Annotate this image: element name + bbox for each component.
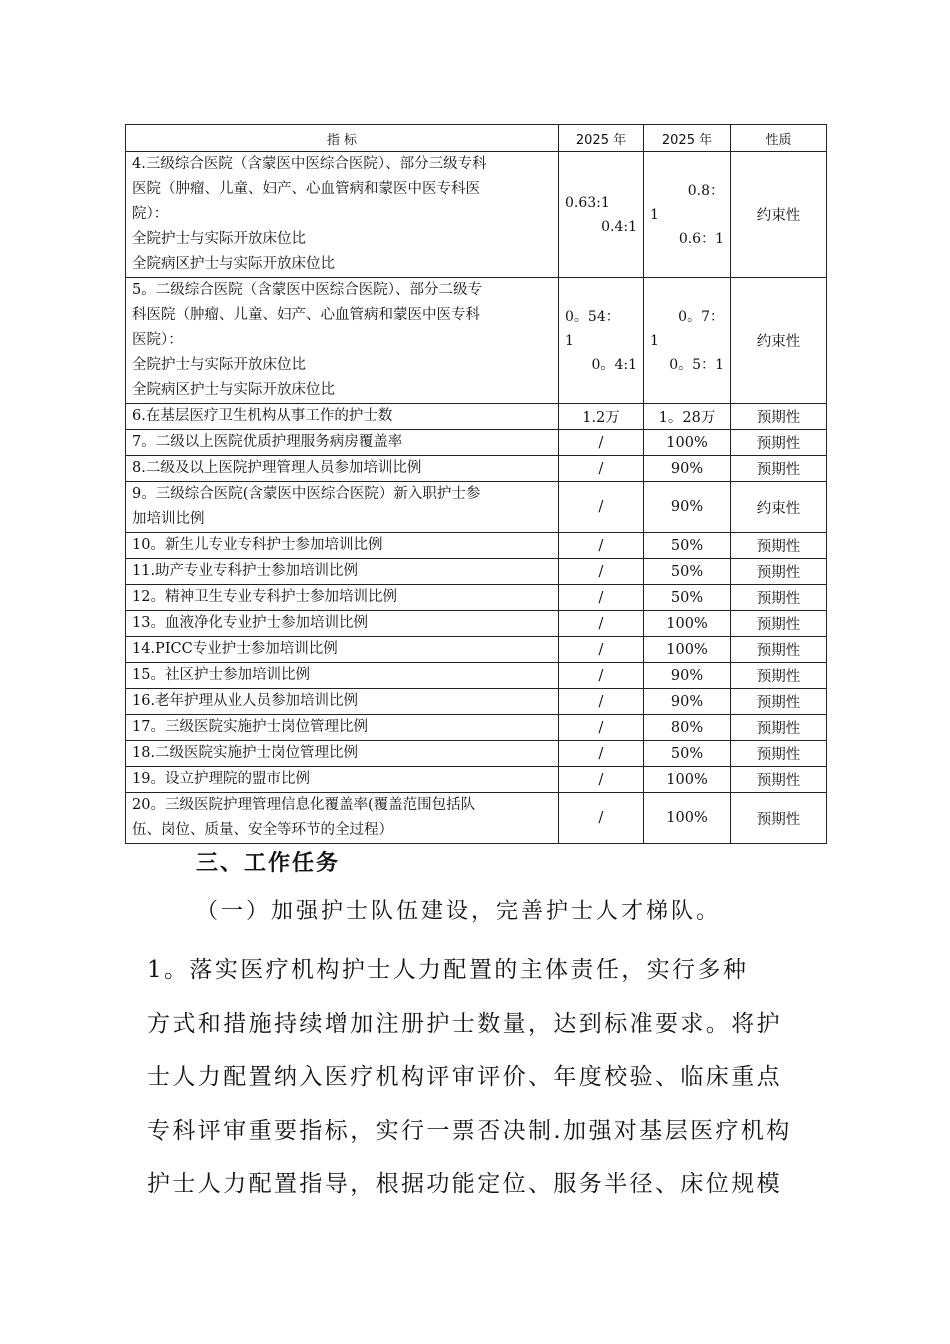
target-value-cell-2	[644, 611, 731, 637]
table-row	[126, 689, 827, 715]
section-title: 三、工作任务	[196, 851, 341, 876]
table-row	[126, 767, 827, 793]
nature-cell: 约束性	[731, 482, 827, 533]
nature-cell: 预期性	[731, 533, 827, 559]
target-value: 0.6：1	[678, 230, 724, 247]
indicator-line: 6.在基层医疗卫生机构从事工作的护士数	[132, 408, 393, 424]
table-row	[126, 482, 827, 533]
target-value: /	[598, 499, 604, 515]
paragraph-line: 士人力配置纳入医疗机构评审评价、年度校验、临床重点	[147, 1064, 782, 1090]
target-value-cell-1	[559, 585, 644, 611]
indicator-line: 10。新生儿专业专科护士参加培训比例	[132, 537, 383, 553]
target-value: 0.63:1	[565, 194, 610, 211]
target-value-cell-1	[559, 278, 644, 404]
table-row	[126, 152, 827, 278]
table-row	[126, 663, 827, 689]
nature-cell: 预期性	[731, 559, 827, 585]
target-value-cell-1	[559, 430, 644, 456]
indicator-line: 16.老年护理从业人员参加培训比例	[132, 693, 359, 709]
table-row	[126, 585, 827, 611]
target-value: /	[598, 745, 604, 762]
target-value: /	[598, 771, 604, 788]
target-value-cell-1	[559, 715, 644, 741]
indicator-line: 伍、岗位、质量、安全等环节的全过程）	[132, 822, 393, 838]
nature-cell: 预期性	[731, 611, 827, 637]
indicator-cell	[126, 767, 559, 793]
paragraph-line: 1。落实医疗机构护士人力配置的主体责任，实行多种	[147, 957, 749, 983]
target-value: 80%	[670, 719, 704, 736]
nature-cell: 预期性	[731, 430, 827, 456]
target-value: 1	[650, 332, 659, 349]
table-row	[126, 715, 827, 741]
indicator-line: 8.二级及以上医院护理管理人员参加培训比例	[132, 460, 422, 476]
table-row	[126, 404, 827, 430]
target-value: /	[598, 589, 604, 606]
indicator-cell	[126, 559, 559, 585]
target-value: 0。54：	[565, 308, 620, 325]
target-value-cell-2	[644, 404, 731, 430]
target-value: 90%	[670, 460, 704, 477]
indicator-cell	[126, 482, 559, 533]
target-value-cell-2	[644, 482, 731, 533]
indicator-line: 医院）：	[132, 332, 183, 348]
target-value: 90%	[670, 667, 704, 684]
nature-cell: 约束性	[731, 152, 827, 278]
indicator-table	[125, 124, 827, 844]
table-row	[126, 637, 827, 663]
indicator-cell	[126, 741, 559, 767]
target-value: 1	[565, 332, 574, 349]
table-row	[126, 559, 827, 585]
indicator-cell	[126, 152, 559, 278]
indicator-line: 12。精神卫生专业专科护士参加培训比例	[132, 589, 397, 605]
target-value: 50%	[670, 537, 704, 554]
target-value-cell-1	[559, 767, 644, 793]
table-row	[126, 611, 827, 637]
target-value: 0。5：1	[669, 356, 724, 373]
target-value: 0.8：	[687, 182, 724, 199]
header-indicator: 指 标	[126, 125, 559, 152]
indicator-cell	[126, 404, 559, 430]
indicator-line: 11.助产专业专科护士参加培训比例	[132, 563, 359, 579]
target-value: 0。4:1	[591, 356, 637, 373]
target-value: 100%	[666, 615, 708, 632]
target-value-cell-2	[644, 278, 731, 404]
target-value-cell-2	[644, 663, 731, 689]
paragraph-line: 方式和措施持续增加注册护士数量，达到标准要求。将护	[147, 1010, 782, 1037]
target-value: 50%	[670, 745, 704, 762]
indicator-cell	[126, 663, 559, 689]
nature-cell: 预期性	[731, 404, 827, 430]
nature-cell: 预期性	[731, 663, 827, 689]
indicator-cell	[126, 793, 559, 844]
target-value-cell-2	[644, 741, 731, 767]
target-value: /	[598, 537, 604, 554]
target-value: 50%	[670, 589, 704, 606]
target-value: /	[598, 615, 604, 632]
indicator-cell	[126, 715, 559, 741]
target-value-cell-2	[644, 152, 731, 278]
target-value-cell-1	[559, 611, 644, 637]
indicator-line: 20。三级医院护理管理信息化覆盖率(覆盖范围包括队	[132, 797, 476, 813]
target-value-cell-2	[644, 456, 731, 482]
target-value: 0.4:1	[601, 218, 637, 235]
header-year-1: 2025 年	[559, 125, 644, 152]
paragraph-line: 护士人力配置指导，根据功能定位、服务半径、床位规模	[147, 1171, 782, 1197]
nature-cell: 约束性	[731, 278, 827, 404]
target-value-cell-1	[559, 637, 644, 663]
table-row	[126, 430, 827, 456]
indicator-line: 17。三级医院实施护士岗位管理比例	[132, 719, 368, 735]
indicator-line: 全院护士与实际开放床位比	[132, 231, 306, 247]
indicator-line: 18.二级医院实施护士岗位管理比例	[132, 745, 359, 761]
target-value: /	[598, 563, 604, 580]
nature-cell: 预期性	[731, 637, 827, 663]
target-value: 1	[650, 206, 659, 223]
indicator-cell	[126, 456, 559, 482]
target-value-cell-1	[559, 152, 644, 278]
target-value-cell-2	[644, 585, 731, 611]
target-value: 1.2万	[582, 410, 620, 426]
target-value: /	[598, 460, 604, 477]
header-nature: 性质	[731, 125, 827, 152]
target-value: 1。28万	[658, 410, 716, 426]
indicator-line: 19。设立护理院的盟市比例	[132, 771, 310, 787]
target-value-cell-2	[644, 793, 731, 844]
table-header-row	[126, 125, 827, 152]
target-value: /	[598, 693, 604, 710]
indicator-cell	[126, 533, 559, 559]
target-value-cell-1	[559, 559, 644, 585]
indicator-cell	[126, 278, 559, 404]
target-value-cell-1	[559, 741, 644, 767]
indicator-line: 全院护士与实际开放床位比	[132, 357, 306, 373]
target-value: /	[598, 810, 604, 826]
indicator-line: 5。二级综合医院（含蒙医中医综合医院）、部分二级专	[132, 282, 482, 298]
paragraph-line: 专科评审重要指标，实行一票否决制.加强对基层医疗机构	[147, 1117, 792, 1144]
target-value-cell-2	[644, 559, 731, 585]
target-value: /	[598, 719, 604, 736]
indicator-line: 加培训比例	[132, 511, 205, 527]
target-value-cell-2	[644, 715, 731, 741]
target-value-cell-1	[559, 663, 644, 689]
indicator-cell	[126, 430, 559, 456]
target-value: 50%	[670, 563, 704, 580]
indicator-line: 15。社区护士参加培训比例	[132, 667, 310, 683]
nature-cell: 预期性	[731, 793, 827, 844]
indicator-line: 7。二级以上医院优质护理服务病房覆盖率	[132, 434, 403, 450]
indicator-line: 全院病区护士与实际开放床位比	[132, 382, 335, 398]
target-value-cell-1	[559, 482, 644, 533]
table-row	[126, 533, 827, 559]
target-value: 100%	[666, 434, 708, 451]
target-value: 100%	[666, 771, 708, 788]
target-value-cell-2	[644, 533, 731, 559]
header-year-2: 2025 年	[644, 125, 731, 152]
target-value: /	[598, 667, 604, 684]
target-value-cell-1	[559, 456, 644, 482]
target-value: /	[598, 434, 604, 451]
indicator-cell	[126, 637, 559, 663]
target-value: 90%	[670, 499, 704, 515]
indicator-line: 全院病区护士与实际开放床位比	[132, 256, 335, 272]
indicator-line: 13。血液净化专业护士参加培训比例	[132, 615, 368, 631]
target-value-cell-1	[559, 533, 644, 559]
table-row	[126, 741, 827, 767]
subsection-title: （一）加强护士队伍建设，完善护士人才梯队。	[196, 899, 722, 924]
indicator-line: 9。三级综合医院(含蒙医中医综合医院）新入职护士参	[132, 486, 481, 502]
indicator-line: 医院（肿瘤、儿童、妇产、心血管病和蒙医中医专科医	[132, 181, 480, 197]
table-row	[126, 278, 827, 404]
indicator-line: 科医院（肿瘤、儿童、妇产、心血管病和蒙医中医专科	[132, 307, 480, 323]
nature-cell: 预期性	[731, 767, 827, 793]
nature-cell: 预期性	[731, 456, 827, 482]
indicator-line: 14.PICC专业护士参加培训比例	[132, 641, 338, 657]
target-value: 90%	[670, 693, 704, 710]
nature-cell: 预期性	[731, 689, 827, 715]
target-value-cell-2	[644, 689, 731, 715]
target-value: 100%	[666, 641, 708, 658]
target-value: /	[598, 641, 604, 658]
target-value-cell-2	[644, 430, 731, 456]
indicator-cell	[126, 689, 559, 715]
table-row	[126, 456, 827, 482]
nature-cell: 预期性	[731, 585, 827, 611]
target-value-cell-1	[559, 793, 644, 844]
target-value: 100%	[666, 810, 708, 826]
target-value-cell-2	[644, 637, 731, 663]
target-value-cell-1	[559, 689, 644, 715]
indicator-line: 院）：	[132, 206, 169, 222]
indicator-line: 4.三级综合医院（含蒙医中医综合医院）、部分三级专科	[132, 156, 487, 172]
nature-cell: 预期性	[731, 715, 827, 741]
indicator-cell	[126, 611, 559, 637]
body-paragraph	[147, 944, 807, 1212]
target-value-cell-2	[644, 767, 731, 793]
table-row	[126, 793, 827, 844]
nature-cell: 预期性	[731, 741, 827, 767]
indicator-cell	[126, 585, 559, 611]
target-value: 0。7：	[678, 308, 724, 325]
target-value-cell-1	[559, 404, 644, 430]
